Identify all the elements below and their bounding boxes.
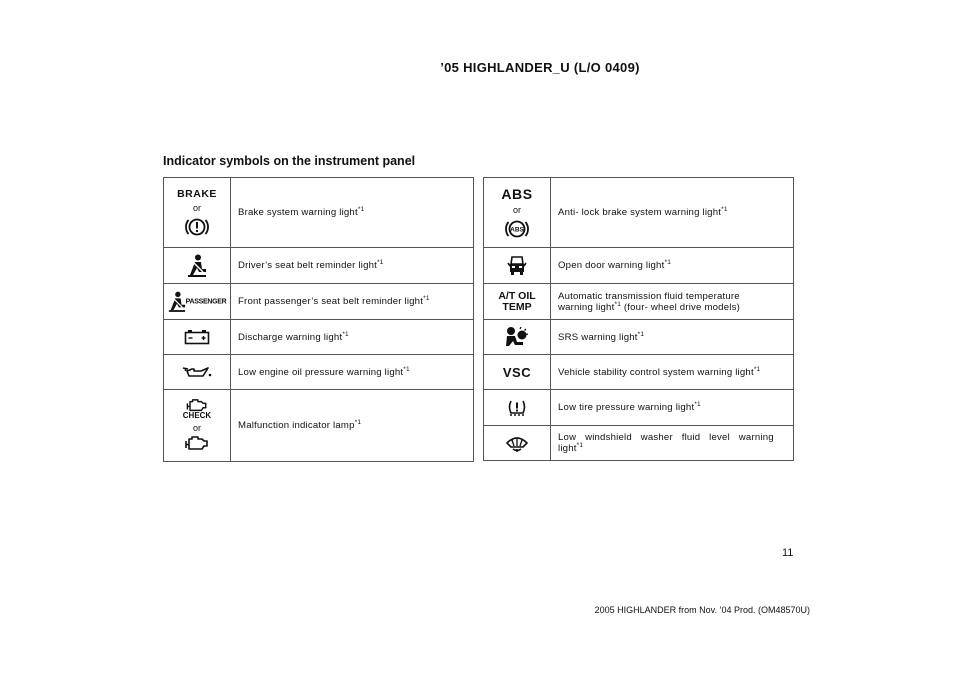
- table-row: [164, 355, 474, 390]
- table-row: [484, 355, 794, 390]
- brake-warning-label: Brake system warning light: [238, 207, 358, 218]
- footnote-mark: *1: [694, 401, 701, 408]
- description-cell: [231, 355, 474, 390]
- oil-pressure-label: Low engine oil pressure warning light: [238, 366, 404, 378]
- open-door-label: Open door warning light: [558, 260, 665, 271]
- discharge-warning-label: Discharge warning light: [238, 331, 343, 343]
- open-door-icon: [506, 255, 528, 277]
- oil-can-icon: [181, 365, 213, 379]
- description-cell: [551, 426, 794, 461]
- engine-icon: [184, 436, 210, 452]
- description-cell: [551, 390, 794, 426]
- passenger-text-symbol: PASSENGER: [185, 298, 227, 305]
- footnote-mark: *1: [614, 300, 622, 308]
- symbol-cell: [484, 178, 551, 248]
- table-row: [484, 178, 794, 248]
- table-row: [164, 320, 474, 355]
- or-label: or: [512, 204, 521, 215]
- brake-text-symbol: BRAKE: [177, 187, 217, 200]
- check-text-symbol: CHECK: [182, 411, 212, 420]
- abs-text-symbol: ABS: [501, 185, 533, 202]
- atf-symbol-line1: A/T OIL: [498, 289, 536, 302]
- symbol-cell: [484, 284, 551, 320]
- page-number: 11: [782, 547, 794, 559]
- description-cell: [551, 284, 794, 320]
- atf-label-line1: Automatic transmission fluid temperature: [558, 290, 740, 302]
- tire-pressure-icon: [506, 398, 528, 418]
- footnote-mark: *1: [423, 295, 430, 302]
- malfunction-lamp-label: Malfunction indicator lamp: [238, 420, 355, 431]
- symbol-cell: [484, 355, 551, 390]
- left-indicator-table: [163, 177, 474, 462]
- abs-circle-icon: [504, 218, 530, 240]
- description-cell: [231, 248, 474, 284]
- table-row: [484, 248, 794, 284]
- srs-airbag-icon: [504, 326, 530, 348]
- abs-warning-label: Anti- lock brake system warning light: [558, 207, 722, 218]
- footnote-mark: *1: [357, 206, 365, 213]
- symbol-cell: [164, 355, 231, 390]
- description-cell: [231, 390, 474, 462]
- seatbelt-icon: [187, 254, 207, 278]
- description-cell: [231, 320, 474, 355]
- vsc-text-symbol: VSC: [502, 364, 532, 380]
- description-cell: [551, 320, 794, 355]
- brake-exclamation-icon: [184, 216, 210, 238]
- table-row: [484, 426, 794, 461]
- battery-icon: [184, 329, 210, 345]
- symbol-cell: [164, 320, 231, 355]
- description-cell: [231, 284, 474, 320]
- footnote-mark: *1: [576, 442, 584, 449]
- tire-pressure-label: Low tire pressure warning light: [558, 402, 695, 413]
- or-label: or: [192, 202, 201, 213]
- symbol-cell: [484, 426, 551, 461]
- symbol-cell: [484, 248, 551, 284]
- footnote-mark: *1: [377, 259, 384, 266]
- atf-temp-text-symbol: [498, 291, 535, 313]
- table-row: [164, 284, 474, 320]
- srs-warning-label: SRS warning light: [558, 331, 638, 343]
- page-footer: 2005 HIGHLANDER from Nov. ’04 Prod. (OM48570U): [594, 605, 810, 615]
- washer-fluid-icon: [505, 433, 529, 453]
- description-cell: [551, 178, 794, 248]
- section-title: Indicator symbols on the instrument panel: [163, 154, 416, 168]
- table-row: [484, 320, 794, 355]
- footnote-mark: *1: [342, 330, 349, 338]
- footnote-mark: *1: [637, 330, 645, 338]
- svg-text:ABS: ABS: [510, 226, 524, 233]
- driver-seatbelt-label: Driver’s seat belt reminder light: [238, 260, 378, 271]
- washer-fluid-label-line1: Low windshield washer fluid level warning: [558, 432, 774, 443]
- atf-symbol-line2: TEMP: [502, 300, 532, 313]
- table-row: [164, 390, 474, 462]
- footnote-mark: *1: [664, 259, 672, 266]
- atf-label-note: (four- wheel drive models): [621, 301, 740, 313]
- footnote-mark: *1: [721, 206, 728, 213]
- right-indicator-table: [483, 177, 794, 461]
- symbol-cell: [164, 248, 231, 284]
- atf-label-line2: warning light: [558, 301, 615, 313]
- description-cell: [231, 178, 474, 248]
- table-row: [164, 178, 474, 248]
- page-header: ’05 HIGHLANDER_U (L/O 0409): [440, 60, 640, 75]
- symbol-cell: [484, 390, 551, 426]
- vsc-warning-label: Vehicle stability control system warning light: [558, 366, 754, 378]
- symbol-cell: [164, 390, 231, 462]
- description-cell: [551, 355, 794, 390]
- symbol-cell: [164, 284, 231, 320]
- footnote-mark: *1: [403, 365, 410, 373]
- seatbelt-icon: [168, 291, 186, 313]
- table-row: [484, 390, 794, 426]
- passenger-seatbelt-label: Front passenger’s seat belt reminder light: [238, 296, 424, 307]
- washer-fluid-label-line2: light: [558, 443, 577, 454]
- or-label: or: [192, 423, 201, 433]
- footnote-mark: *1: [354, 419, 362, 426]
- footnote-mark: *1: [753, 365, 761, 373]
- symbol-cell: [164, 178, 231, 248]
- description-cell: [551, 248, 794, 284]
- symbol-cell: [484, 320, 551, 355]
- table-row: [164, 248, 474, 284]
- table-row: [484, 284, 794, 320]
